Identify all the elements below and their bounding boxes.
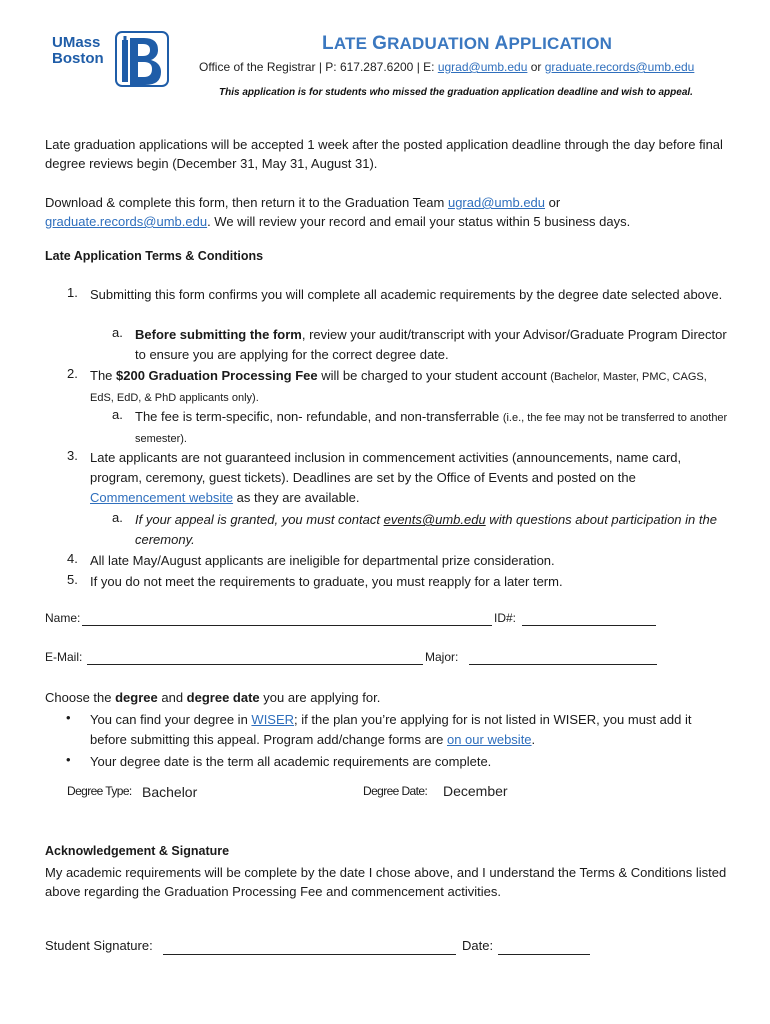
id-field[interactable] bbox=[522, 625, 656, 626]
degree-date-label: Degree Date: bbox=[363, 784, 428, 798]
terms-item-1: Submitting this form confirms you will complete all academic requirements by the degree date selected above. bbox=[90, 287, 723, 302]
email-label: E-Mail: bbox=[45, 650, 83, 664]
wiser-link[interactable]: WISER bbox=[251, 712, 295, 727]
major-label: Major: bbox=[425, 650, 459, 664]
terms-item-2: The $200 Graduation Processing Fee will be charged to your student account (Bachelor, Master, PMC, CAGS, EdS, EdD, & PhD applicants only). bbox=[90, 368, 707, 404]
degree-intro: Choose the degree and degree date you are applying for. bbox=[45, 690, 381, 705]
graduate-records-email-link-2[interactable]: graduate.records@umb.edu bbox=[45, 214, 208, 229]
degree-type-select[interactable]: Bachelor bbox=[142, 784, 198, 800]
bullet-icon: • bbox=[66, 752, 71, 767]
terms-item-3a: If your appeal is granted, you must contact events@umb.edu with questions about participation in the ceremony. bbox=[135, 512, 717, 547]
registrar-contact: Office of the Registrar | P: 617.287.6200 | E: ugrad@umb.edu or graduate.records@umb.edu bbox=[199, 60, 695, 74]
degree-bullet-2: Your degree date is the term all academic requirements are complete. bbox=[90, 754, 492, 769]
appeal-notice: This application is for students who missed the graduation application deadline and wish to appeal. bbox=[219, 87, 693, 98]
ugrad-email-link[interactable]: ugrad@umb.edu bbox=[437, 60, 528, 74]
graduate-records-email-link[interactable]: graduate.records@umb.edu bbox=[544, 60, 695, 74]
terms-heading: Late Application Terms & Conditions bbox=[45, 249, 264, 263]
logo-text: UMass Boston bbox=[52, 34, 104, 67]
ack-heading: Acknowledgement & Signature bbox=[45, 844, 230, 858]
terms-item-1a: Before submitting the form, review your audit/transcript with your Advisor/Graduate Program Director to ensure you are applying for the correct degree date. bbox=[135, 327, 727, 362]
date-field[interactable] bbox=[498, 954, 590, 955]
degree-bullet-1: You can find your degree in WISER; if the plan you’re applying for is not listed in WISER, you must add it before submitting this appeal. Program add/change forms are on our website. bbox=[90, 712, 692, 747]
date-label: Date: bbox=[462, 938, 494, 953]
ack-text: My academic requirements will be complete by the date I chose above, and I understand the Terms & Conditions listed above regarding the Graduation Processing Fee and commencement activities. bbox=[45, 865, 727, 899]
email-field[interactable] bbox=[87, 664, 423, 665]
download-paragraph: Download & complete this form, then return it to the Graduation Team ugrad@umb.edu or graduate.records@umb.edu. We will review your record and email your status within 5 business days. bbox=[45, 195, 631, 229]
program-forms-link[interactable]: on our website bbox=[446, 732, 532, 747]
signature-label: Student Signature: bbox=[45, 938, 153, 953]
major-field[interactable] bbox=[469, 664, 657, 665]
name-label: Name: bbox=[45, 611, 81, 625]
terms-item-2a: The fee is term-specific, non- refundable, and non-transferrable (i.e., the fee may not be transferred to another semester). bbox=[135, 409, 728, 445]
name-field[interactable] bbox=[82, 625, 492, 626]
bullet-icon: • bbox=[66, 710, 71, 725]
page-title: LATE GRADUATION APPLICATION bbox=[322, 33, 613, 54]
signature-field[interactable] bbox=[163, 954, 456, 955]
degree-date-select[interactable]: December bbox=[443, 783, 508, 799]
degree-type-label: Degree Type: bbox=[67, 784, 132, 798]
terms-item-4: All late May/August applicants are ineligible for departmental prize consideration. bbox=[90, 553, 555, 568]
terms-item-5: If you do not meet the requirements to graduate, you must reapply for a later term. bbox=[90, 574, 563, 589]
events-email-link[interactable]: events@umb.edu bbox=[383, 512, 486, 527]
logo-b-mark-icon bbox=[114, 30, 170, 90]
id-label: ID#: bbox=[494, 611, 517, 625]
commencement-website-link[interactable]: Commencement website bbox=[90, 490, 234, 505]
intro-paragraph: Late graduation applications will be accepted 1 week after the posted application deadline through the day before final degree reviews begin (December 31, May 31, August 31). bbox=[45, 137, 723, 171]
terms-item-3: Late applicants are not guaranteed inclusion in commencement activities (announcements, name card, program, ceremony, guest tickets). Deadlines are set by the Office of Events and posted on the Commencement website as they are available. bbox=[90, 450, 682, 505]
ugrad-email-link-2[interactable]: ugrad@umb.edu bbox=[447, 195, 546, 210]
umass-boston-logo bbox=[52, 30, 170, 90]
